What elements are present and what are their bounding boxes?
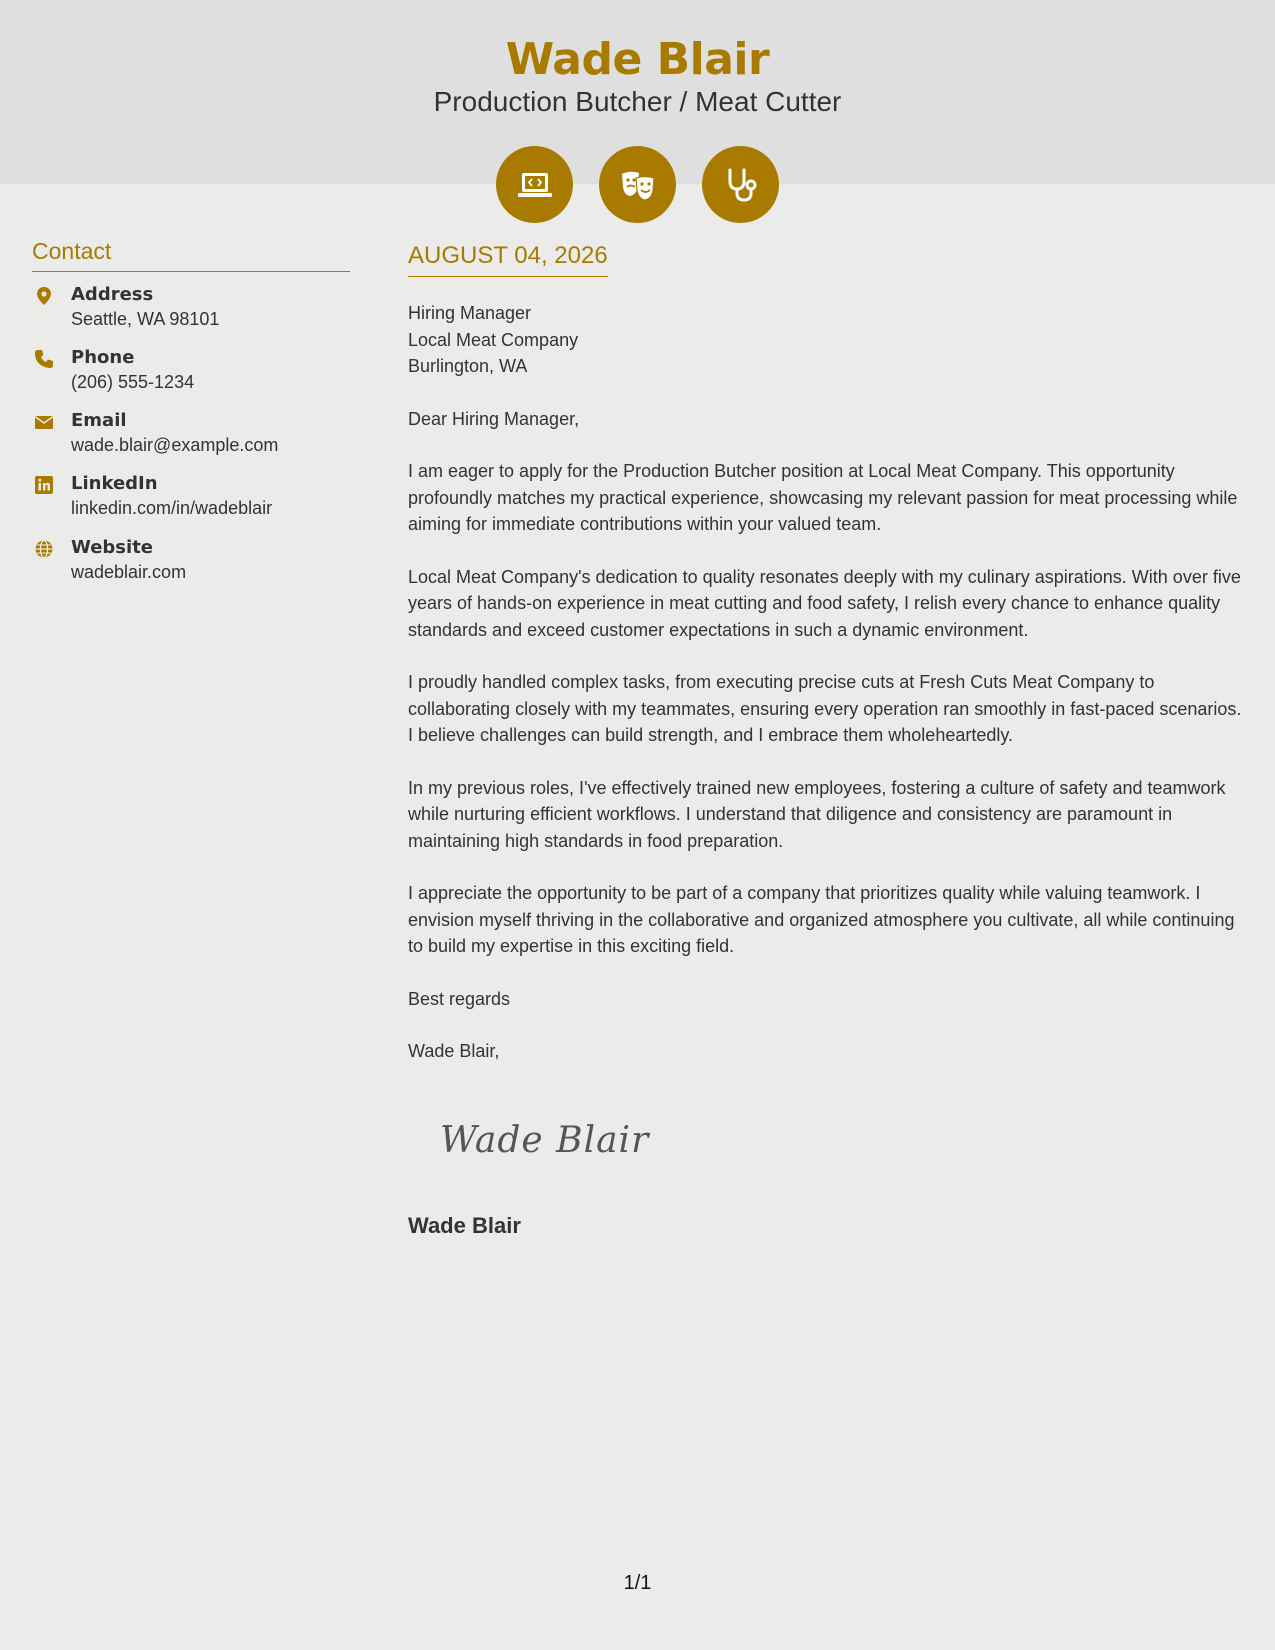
map-pin-icon	[34, 286, 54, 306]
phone-icon	[34, 349, 54, 369]
applicant-name: Wade Blair	[505, 34, 770, 85]
stethoscope-icon	[702, 146, 779, 223]
contact-heading: Contact	[32, 238, 350, 272]
contact-value: (206) 555-1234	[71, 372, 195, 392]
letter-paragraph: Local Meat Company's dedication to quality resonates deeply with my culinary aspirations. With over five years of hands-on experience in meat cutting and food safety, I relish every chance to enhance quality standards and exceed customer expectations in such a dynamic environment.	[408, 566, 1241, 640]
closing: Best regards	[408, 988, 511, 1009]
letter-paragraph: I proudly handled complex tasks, from executing precise cuts at Fresh Cuts Meat Company to collaborating closely with my teammates, ensuring every operation ran smoothly in fast-paced scenarios. I believe challenges can build strength, and I embrace them wholeheartedly.	[408, 672, 1242, 745]
contact-label: Email	[71, 410, 127, 431]
salutation: Dear Hiring Manager,	[408, 408, 580, 429]
envelope-icon	[34, 412, 54, 432]
signature-text: Wade Blair	[440, 1120, 650, 1161]
recipient-line: Burlington, WA	[408, 356, 528, 376]
letter-paragraph: I appreciate the opportunity to be part of a company that prioritizes quality while valuing teamwork. I envision myself thriving in the collaborative and organized atmosphere you cultivate, all while continuing to build my expertise in this exciting field.	[408, 883, 1235, 956]
applicant-title: Production Butcher / Meat Cutter	[433, 86, 842, 117]
recipient-line: Local Meat Company	[408, 329, 579, 350]
letter-date: AUGUST 04, 2026	[408, 242, 608, 277]
handwritten-signature	[440, 1120, 680, 1170]
theater-masks-icon	[599, 146, 676, 223]
linkedin-icon	[34, 475, 54, 495]
contact-label: Address	[71, 284, 154, 305]
contact-label: LinkedIn	[71, 473, 158, 494]
contact-value: wadeblair.com	[71, 562, 187, 582]
final-name: Wade Blair	[408, 1213, 521, 1238]
contact-value: linkedin.com/in/wadeblair	[71, 498, 273, 518]
recipient-block	[408, 300, 1248, 380]
letter-paragraph: I am eager to apply for the Production Butcher position at Local Meat Company. This opportunity profoundly matches my practical experience, showcasing my relevant passion for meat processing while aiming for immediate contributions within your valued team.	[408, 461, 1238, 534]
contact-value: wade.blair@example.com	[71, 435, 279, 455]
letter-body	[408, 300, 1248, 1091]
laptop-code-icon	[496, 146, 573, 223]
recipient-line: Hiring Manager	[408, 303, 532, 323]
globe-icon	[34, 539, 54, 559]
signoff-name: Wade Blair,	[408, 1041, 500, 1061]
page-number: 1/1	[623, 1572, 652, 1594]
letter-paragraph: In my previous roles, I've effectively trained new employees, fostering a culture of safety and teamwork while nurturing efficient workflows. I understand that diligence and consistency are paramount in maintaining high standards in food preparation.	[408, 777, 1226, 851]
contact-label: Website	[71, 537, 154, 558]
contact-label: Phone	[71, 347, 135, 368]
contact-value: Seattle, WA 98101	[71, 309, 220, 329]
